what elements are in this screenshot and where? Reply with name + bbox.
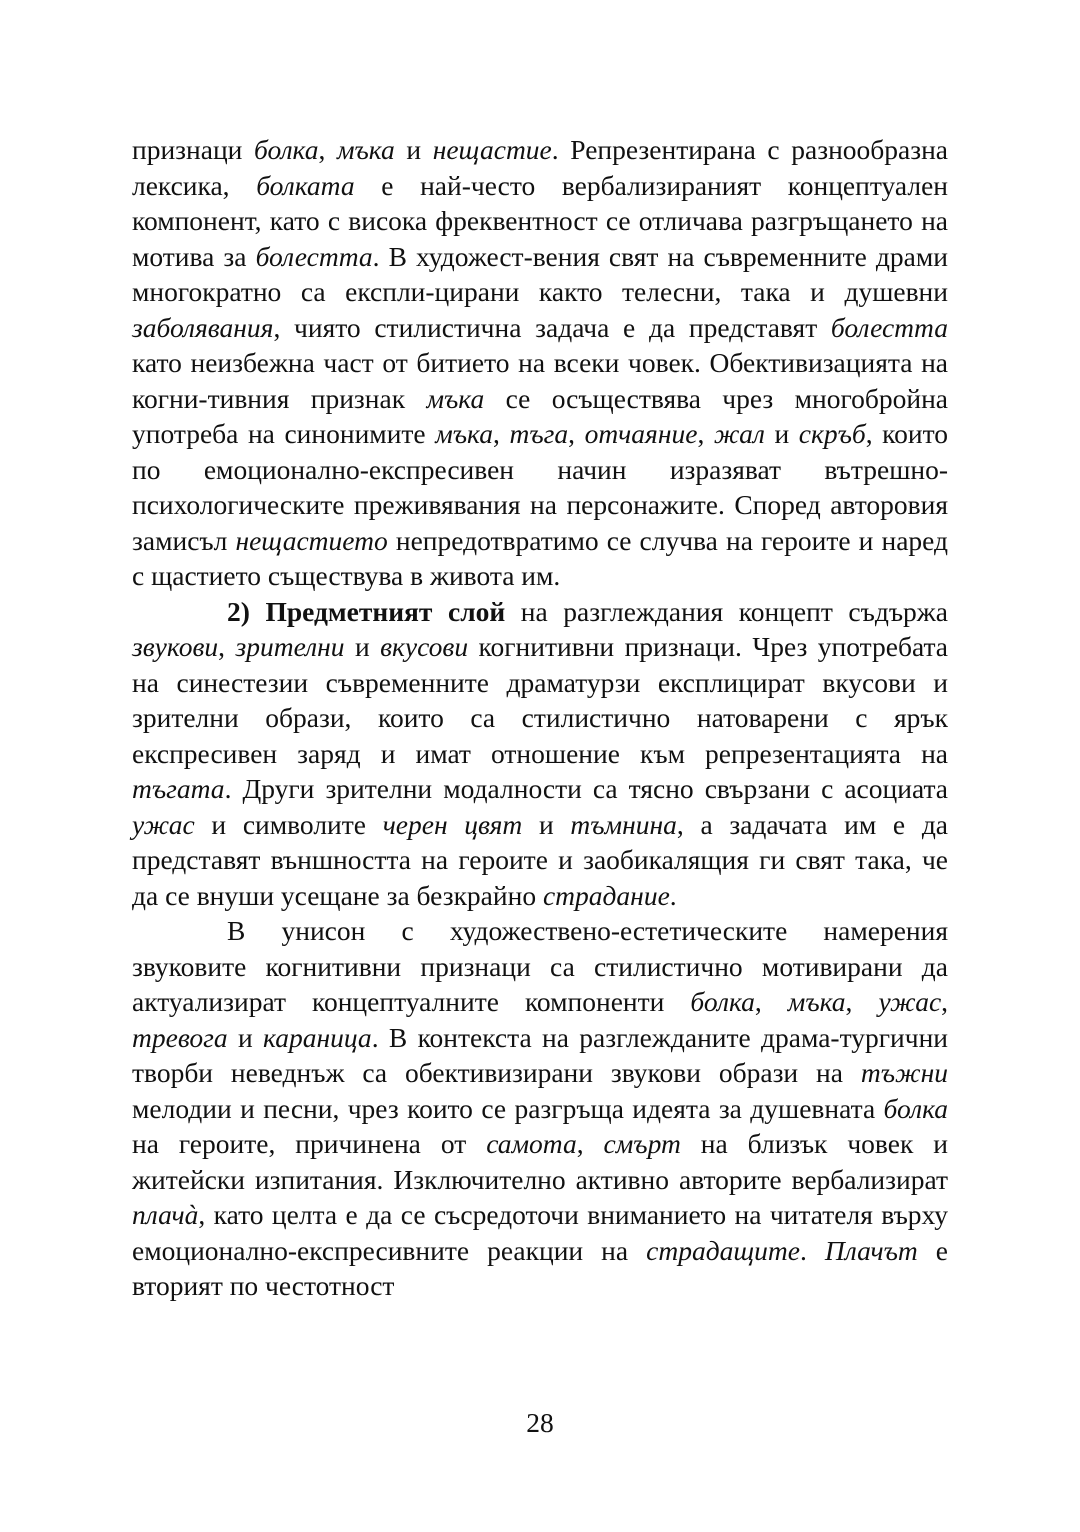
text-run: и: [227, 1021, 264, 1053]
italic-term: вкусови: [380, 631, 469, 662]
italic-term: зрителни: [235, 631, 345, 662]
italic-term: заболявания: [132, 311, 274, 343]
italic-term: мъка: [787, 986, 846, 1017]
italic-term: страдащите: [646, 1234, 800, 1266]
italic-term: тревога: [132, 1021, 228, 1053]
text-run: , а задачата им е да представят външността на героите и заобикалящия ги свят така, че да се внуши усещане за безкрайно: [132, 808, 949, 911]
text-run: на героите, причинена от: [132, 1128, 487, 1159]
text-run: . Репрезентирана с разнообразна лексика,: [132, 134, 949, 201]
text-run: непредотвратимо се случва на героите и наред с щастието съществува в живота им.: [132, 524, 948, 591]
text-run: ,: [697, 418, 714, 449]
text-run: . В художест-вения свят на съвременните драми многократно са експли-цирани както телесни, така и душевни: [132, 240, 949, 307]
paragraph-3: [132, 913, 948, 1304]
bold-term: 2) Предметният слой: [227, 595, 506, 627]
document-body: [132, 132, 948, 1304]
italic-term: Плачът: [824, 1234, 918, 1266]
text-run: признаци: [132, 134, 255, 165]
italic-term: болка: [254, 134, 319, 165]
text-run: се осъществява чрез многобройна употреба на синонимите: [132, 382, 949, 449]
text-run: на близък човек и житейски изпитания. Изключително активно авторите вербализират: [132, 1128, 949, 1195]
text-run: ,: [218, 631, 236, 662]
italic-term: ужас: [878, 986, 942, 1017]
italic-term: мъка: [426, 382, 485, 414]
page-number: 28: [526, 1407, 554, 1438]
italic-term: ужас: [132, 808, 195, 840]
paragraph-2: [132, 594, 948, 914]
italic-term: тъгата: [132, 773, 225, 804]
text-run: ,: [318, 134, 337, 165]
text-run: е вторият по честотност: [132, 1234, 948, 1301]
italic-term: болестта: [830, 311, 948, 343]
text-run: ,: [568, 418, 585, 449]
italic-term: тъга: [509, 418, 569, 449]
text-run: ,: [845, 986, 879, 1017]
italic-term: мъка: [336, 134, 395, 165]
italic-term: мъка: [435, 418, 493, 449]
text-run: ,: [941, 986, 949, 1017]
italic-term: нещастието: [235, 524, 388, 556]
text-run: като неизбежна част от битието на всеки човек. Обективизацията на когни-тивния признак: [132, 347, 948, 414]
text-run: е най-често вербализираният концептуален компонент, като с висока фреквентност се отличава разгръщането на мотива за: [132, 169, 948, 272]
italic-term: черен цвят: [382, 808, 523, 840]
text-run: .: [669, 879, 677, 911]
text-run: , чиято стилистична задача е да представят: [273, 311, 831, 343]
text-run: на разглеждания концепт съдържа: [505, 595, 948, 627]
italic-term: караница: [263, 1021, 372, 1053]
text-run: ,: [576, 1128, 604, 1159]
italic-term: болката: [256, 169, 355, 201]
italic-term: самота: [486, 1128, 577, 1159]
italic-term: страдание: [542, 879, 670, 911]
text-run: и: [394, 134, 433, 165]
italic-term: смърт: [603, 1128, 681, 1159]
italic-term: тъмнина: [570, 808, 677, 840]
text-run: .: [799, 1234, 825, 1266]
paragraph-1: [132, 132, 948, 594]
italic-term: болестта: [255, 240, 373, 272]
text-run: , като целта е да се съсредоточи вниманието на читателя върху емоционално-експресивните реакции на: [132, 1199, 948, 1266]
text-run: . Други зрителни модалности са тясно свързани с асоциата: [224, 773, 948, 804]
text-run: и символите: [194, 808, 383, 840]
italic-term: плачà: [132, 1199, 199, 1230]
italic-term: звукови: [132, 631, 219, 662]
text-run: ,: [493, 418, 510, 449]
text-run: . В контекста на разглежданите драма-тургични творби неведнъж са обективизирани звукови образи на: [132, 1021, 949, 1088]
italic-term: болка: [883, 1092, 948, 1124]
italic-term: нещастие: [432, 134, 552, 165]
italic-term: болка: [690, 986, 755, 1017]
italic-term: скръб: [798, 418, 866, 449]
italic-term: тъжни: [860, 1057, 948, 1088]
text-run: и: [764, 418, 799, 449]
text-run: и: [522, 808, 571, 840]
text-run: ,: [754, 986, 788, 1017]
text-run: когнитивни признаци. Чрез употребата на синестезии съвременните драматурзи експлицират вкусови и зрителни образи, които са стилистично натоварени с ярък експресивен заряд и имат отношение към репрезентацията на: [132, 631, 949, 769]
text-run: , които по емоционално-експресивен начин изразяват вътрешно-психологическите преживявания на персонажите. Според авторовия замисъл: [132, 418, 949, 556]
text-run: В унисон с художествено-естетическите намерения звуковите когнитивни признаци са стилистично мотивирани да актуализират концептуалните компоненти: [132, 915, 948, 1017]
italic-term: жал: [713, 418, 765, 449]
text-run: и: [344, 631, 381, 662]
italic-term: отчаяние: [584, 418, 698, 449]
text-run: мелодии и песни, чрез които се разгръща идеята за душевната: [132, 1092, 884, 1124]
